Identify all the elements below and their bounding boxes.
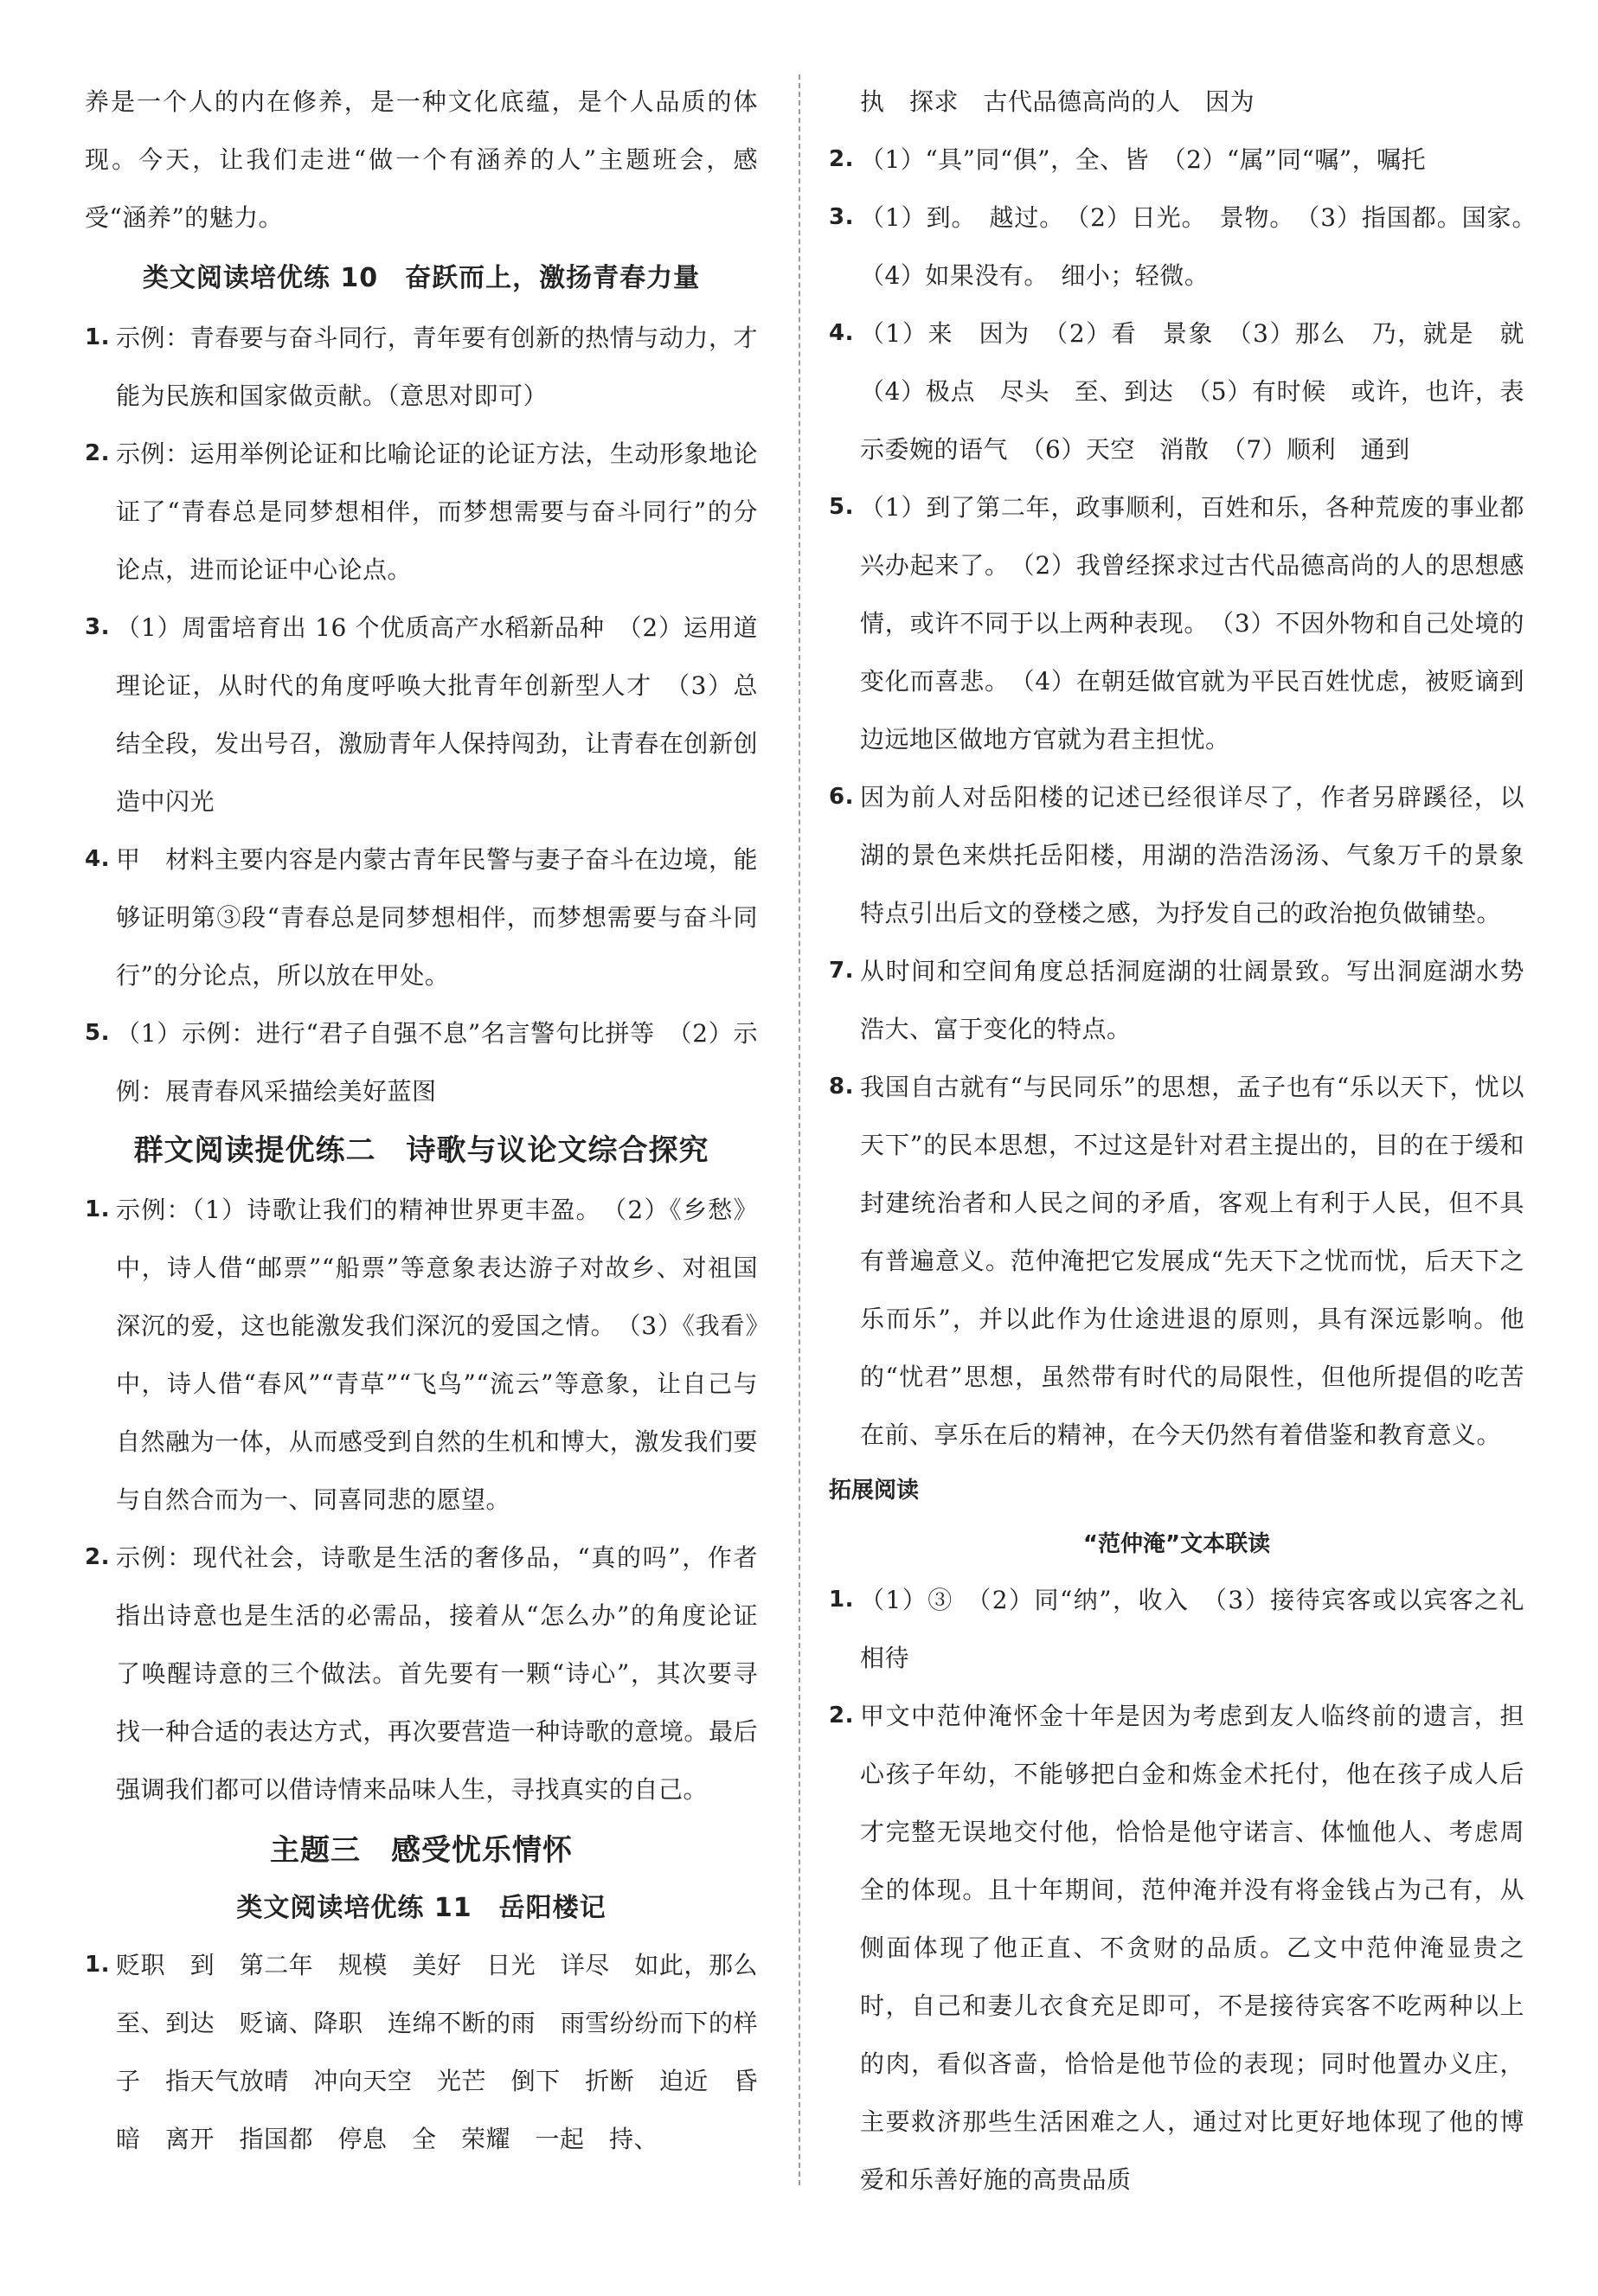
item-number: 4.: [829, 320, 854, 346]
item-text: （1）到了第二年，政事顺利，百姓和乐，各种荒废的事业都兴办起来了。 （2）我曾经探求过古代品德高尚的人的思想感情，或许不同于以上两种表现。 （3）不因外物和自己处境的变化而喜悲。 （4）在朝廷做官就为平民百姓忧虑，被贬谪到边远地区做地方官就为君主担忧。: [860, 493, 1524, 754]
item-number: 4.: [85, 846, 110, 872]
answer-item: [85, 1936, 783, 2168]
item-text: （1）③ （2）同“纳”，收入 （3）接待宾客或以宾客之礼相待: [860, 1586, 1524, 1672]
item-number: 5.: [85, 1020, 110, 1046]
answer-item: [85, 1181, 758, 1529]
item-text: 示例：运用举例论证和比喻论证的论证方法，生动形象地论证了“青春总是同梦想相伴，而梦想需要与奋斗同行”的分论点，进而论证中心论点。: [116, 439, 758, 584]
item-text: 从时间和空间角度总括洞庭湖的壮阔景致。写出洞庭湖水势浩大、富于变化的特点。: [860, 957, 1524, 1043]
answer-item: [829, 478, 1524, 768]
column-divider: [799, 74, 800, 2185]
heading-group-reading-2: 群文阅读提优练二 诗歌与议论文综合探究: [133, 1133, 709, 1168]
item-text: 甲文中范仲淹怀金十年是因为考虑到友人临终前的遗言，担心孩子年幼，不能够把白金和炼金术托付，他在孩子成人后才完整无误地交付他，恰恰是他守诺言、体恤他人、考虑周全的体现。且十年期间，范仲淹并没有将金钱占为己有，从侧面体现了他正直、不贪财的品质。乙文中范仲淹显贵之时，自己和妻儿衣食充足即可，不是接待宾客不吃两种以上的肉，看似吝啬，恰恰是他节俭的表现；同时他置办义庄，主要救济那些生活困难之人，通过对比更好地体现了他的博爱和乐善好施的高贵品质: [860, 1702, 1524, 2194]
item-number: 3.: [85, 614, 110, 640]
heading-exercise-11: 类文阅读培优练 11 岳阳楼记: [236, 1893, 606, 1923]
item-text: 示例：（1）诗歌让我们的精神世界更丰盈。 （2）《乡愁》中，诗人借“邮票”“船票”等意象表达游子对故乡、对祖国深沉的爱，这也能激发我们深沉的爱国之情。 （3）《我看》中，诗人借“春风”“青草”“飞鸟”“流云”等意象，让自己与自然融为一体，从而感受到自然的生机和博大，激发我们要与自然合而为一、同喜同悲的愿望。: [116, 1196, 758, 1514]
answer-item: [829, 131, 1524, 189]
answer-item: [85, 1529, 758, 1818]
item-text: 甲 材料主要内容是内蒙古青年民警与妻子奋斗在边境，能够证明第③段“青春总是同梦想相伴，而梦想需要与奋斗同行”的分论点，所以放在甲处。: [116, 845, 758, 990]
item-number: 2.: [85, 440, 110, 466]
answer-item: [829, 305, 1550, 478]
item-number: 2.: [85, 1544, 110, 1570]
item-text: 示例：青春要与奋斗同行，青年要有创新的热情与动力，才能为民族和国家做贡献。（意思对即可）: [116, 324, 758, 410]
right-column: [829, 73, 1550, 2209]
item-number: 5.: [829, 494, 854, 520]
item-text: （1）周雷培育出 16 个优质高产水稻新品种 （2）运用道理论证，从时代的角度呼唤大批青年创新型人才 （3）总结全段，发出号召，激励青年人保持闯劲，让青春在创新创造中闪光: [116, 613, 758, 816]
answer-item: [85, 425, 758, 599]
answer-item: [829, 1687, 1524, 2209]
item-number: 8.: [829, 1074, 854, 1100]
item-number: 2.: [829, 146, 854, 172]
item-number: 7.: [829, 958, 854, 984]
answer-item: [85, 831, 758, 1004]
item-text: 因为前人对岳阳楼的记述已经很详尽了，作者另辟蹊径，以湖的景色来烘托岳阳楼，用湖的浩浩汤汤、气象万千的景象特点引出后文的登楼之感，为抒发自己的政治抱负做铺垫。: [860, 783, 1524, 927]
item-number: 1.: [85, 1952, 110, 1978]
item-text: （1）示例：进行“君子自强不息”名言警句比拼等 （2）示例：展青春风采描绘美好蓝图: [116, 1019, 758, 1106]
answer-item: [829, 942, 1524, 1058]
item-number: 1.: [85, 1196, 110, 1222]
answer-item: [85, 309, 758, 425]
item-number: 2.: [829, 1703, 854, 1728]
answer-item: [829, 189, 1550, 305]
item-number: 1.: [829, 1587, 854, 1613]
item-number: 1.: [85, 324, 110, 350]
item-text: 示例：现代社会，诗歌是生活的奢侈品，“真的吗”，作者指出诗意也是生活的必需品，接着从“怎么办”的角度论证了唤醒诗意的三个做法。首先要有一颗“诗心”，其次要寻找一种合适的表达方式，再次要营造一种诗歌的意境。最后强调我们都可以借诗情来品味人生，寻找真实的自己。: [116, 1543, 758, 1804]
item-text: （1）来 因为 （2）看 景象 （3）那么 乃，就是 就 （4）极点 尽头 至、到达 （5）有时候 或许，也许，表示委婉的语气 （6）天空 消散 （7）顺利 通到: [860, 319, 1550, 464]
intro-paragraph: 养是一个人的内在修养，是一种文化底蕴，是个人品质的体现。今天，让我们走进“做一个有涵养的人”主题班会，感受“涵养”的魅力。: [85, 87, 758, 232]
item-number: 6.: [829, 784, 854, 810]
answer-item: [829, 1058, 1524, 1464]
continuation-line: 执 探求 古代品德高尚的人 因为: [860, 87, 1255, 116]
item-text: 贬职 到 第二年 规模 美好 日光 详尽 如此，那么 至、到达 贬谪、降职 连绵不断的雨 雨雪纷纷而下的样子 指天气放晴 冲向天空 光芒 倒下 折断 迫近 昏暗 离开 指国都 停息 全 荣耀 一起 持、: [116, 1951, 783, 2153]
extended-reading-label: 拓展阅读: [829, 1478, 920, 1504]
item-number: 3.: [829, 204, 854, 230]
answer-item: [85, 599, 758, 831]
heading-exercise-10: 类文阅读培优练 10 奋跃而上，激扬青春力量: [142, 263, 701, 293]
item-text: （1）“具”同“俱”，全、皆 （2）“属”同“嘱”，嘱托: [860, 145, 1427, 174]
item-text: 我国自古就有“与民同乐”的思想，孟子也有“乐以天下，忧以天下”的民本思想，不过这是针对君主提出的，目的在于缓和封建统治者和人民之间的矛盾，客观上有利于人民，但不具有普遍意义。范仲淹把它发展成“先天下之忧而忧，后天下之乐而乐”，并以此作为仕途进退的原则，具有深远影响。他的“忧君”思想，虽然带有时代的局限性，但他所提倡的吃苦在前、享乐在后的精神，在今天仍然有着借鉴和教育意义。: [860, 1073, 1524, 1449]
extended-reading-title: “范仲淹”文本联读: [1082, 1531, 1271, 1557]
heading-theme-3: 主题三 感受忧乐情怀: [270, 1833, 573, 1868]
item-text: （1）到。 越过。 （2）日光。 景物。 （3）指国都。国家。 （4）如果没有。 细小；轻微。: [860, 203, 1550, 290]
answer-item: [85, 1004, 758, 1120]
left-column: [85, 73, 783, 2168]
answer-item: [829, 1571, 1524, 1687]
answer-item: [829, 768, 1524, 942]
